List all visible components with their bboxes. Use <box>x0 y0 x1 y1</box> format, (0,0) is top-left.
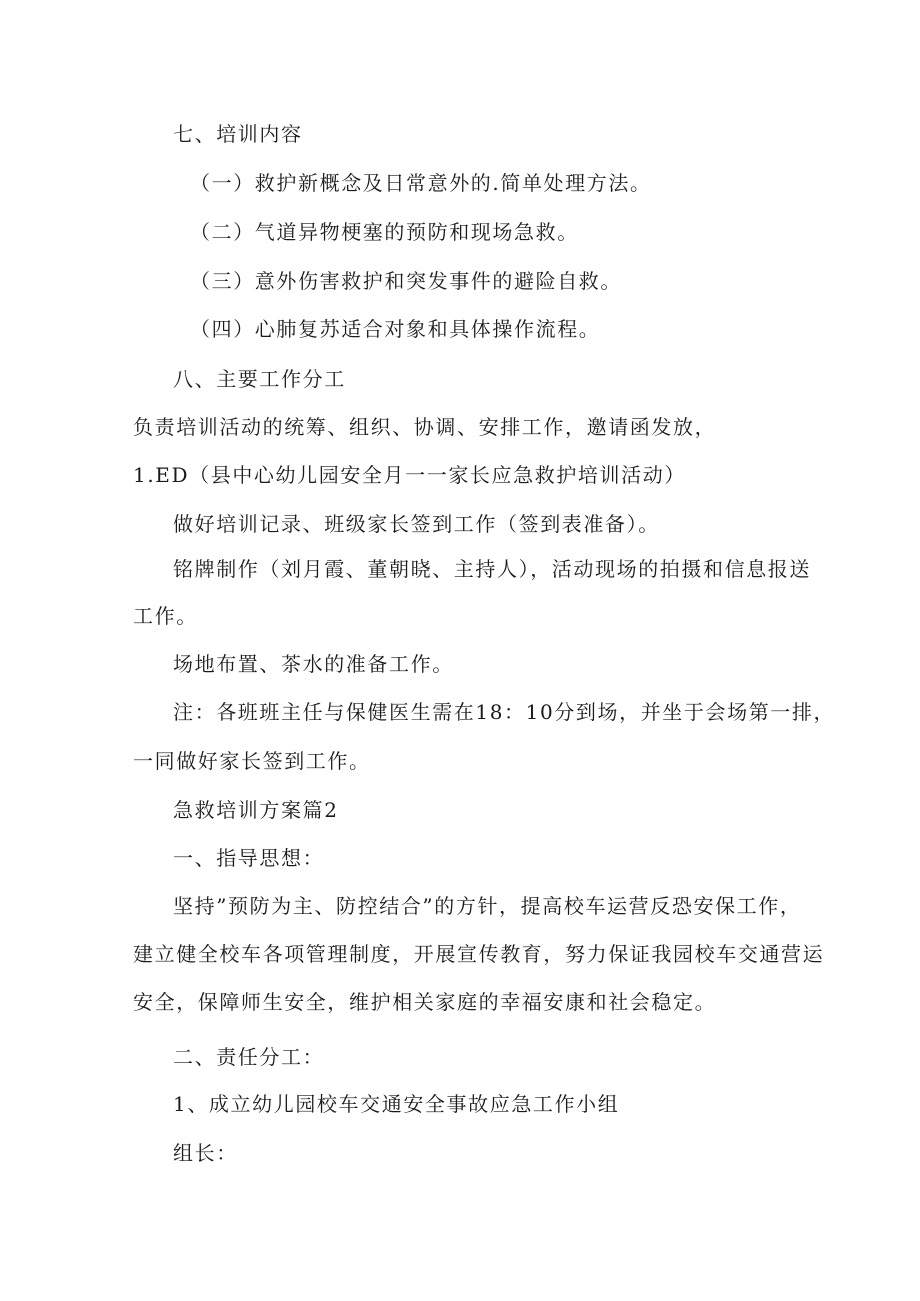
note-line-2: 一同做好家长签到工作。 <box>133 749 371 773</box>
section-8-paragraph-1: 负责培训活动的统筹、组织、协调、安排工作，邀请函发放， <box>133 415 717 439</box>
section-8-title: 八、主要工作分工 <box>173 367 346 391</box>
plan-2-section-1-line-2: 建立健全校车各项管理制度，开展宣传教育，努力保证我园校车交通营运 <box>133 942 825 966</box>
plan-2-section-2-title: 二、责任分工： <box>173 1045 325 1069</box>
section-8-paragraph-5: 场地布置、茶水的准备工作。 <box>173 652 454 676</box>
plan-2-title: 急救培训方案篇2 <box>173 798 339 822</box>
plan-2-section-1-line-3: 安全，保障师生安全，维护相关家庭的幸福安康和社会稳定。 <box>133 990 717 1014</box>
section-8-paragraph-4-line-1: 铭牌制作（刘月霞、董朝晓、主持人），活动现场的拍摄和信息报送 <box>173 557 811 581</box>
plan-2-section-1-title: 一、指导思想： <box>173 846 325 870</box>
section-7-item-2: （二）气道异物梗塞的预防和现场急救。 <box>190 220 579 244</box>
plan-2-section-2-item-1: 1、成立幼儿园校车交通安全事故应急工作小组 <box>173 1092 620 1116</box>
plan-2-section-1-line-1: 坚持”预防为主、防控结合”的方针，提高校车运营反恐安保工作， <box>173 894 802 918</box>
section-8-paragraph-3: 做好培训记录、班级家长签到工作（签到表准备）。 <box>173 512 660 536</box>
section-7-title: 七、培训内容 <box>173 122 303 146</box>
section-8-paragraph-2: 1.ED（县中心幼儿园安全月一一家长应急救护培训活动） <box>133 463 686 487</box>
section-7-item-4: （四）心肺复苏适合对象和具体操作流程。 <box>190 317 601 341</box>
plan-2-group-leader: 组长： <box>173 1141 238 1165</box>
section-7-item-1: （一）救护新概念及日常意外的.简单处理方法。 <box>190 171 652 195</box>
note-line-1: 注：各班班主任与保健医生需在18：10分到场，并坐于会场第一排， <box>173 700 836 724</box>
section-7-item-3: （三）意外伤害救护和突发事件的避险自救。 <box>190 269 622 293</box>
section-8-paragraph-4-line-2: 工作。 <box>133 604 198 628</box>
